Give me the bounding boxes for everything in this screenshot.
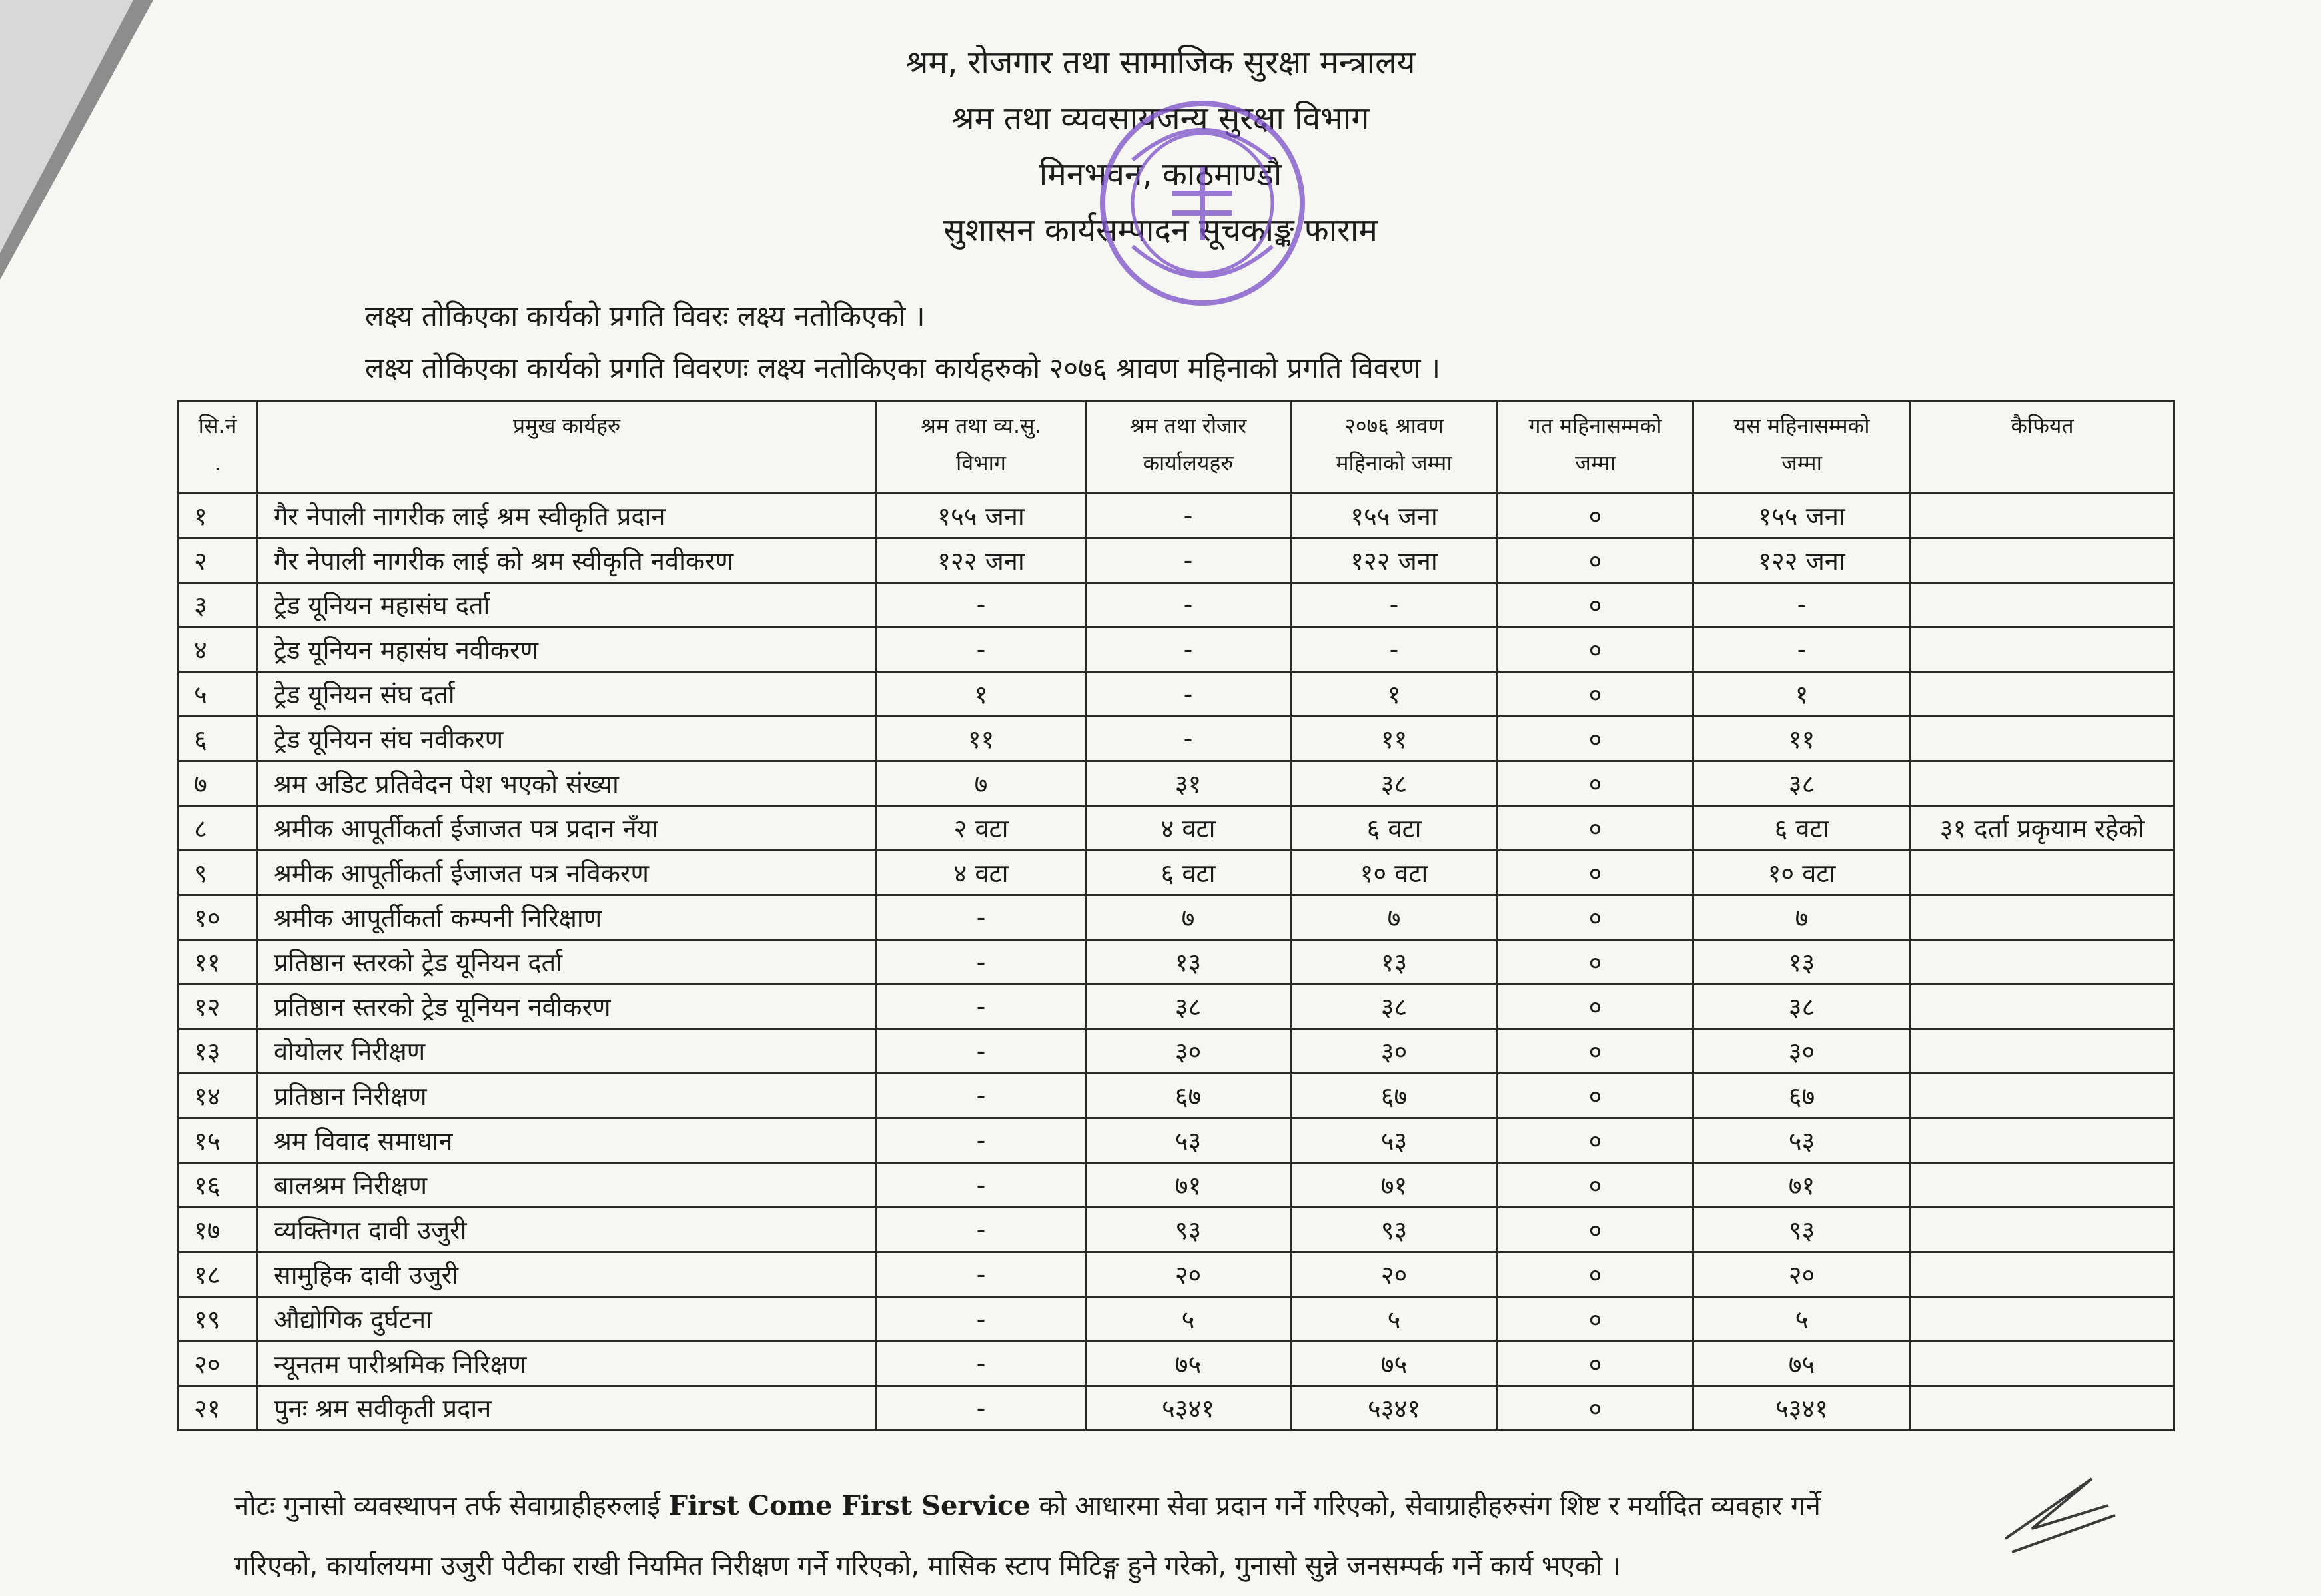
cell-month-total: ६७ (1291, 1074, 1498, 1118)
cell-serial: १७ (179, 1208, 257, 1252)
cell-month-total: ७५ (1291, 1342, 1498, 1386)
cell-month-total: ३० (1291, 1029, 1498, 1074)
cell-previous-total: ० (1498, 1386, 1693, 1431)
table-row (179, 806, 2174, 851)
cell-task: श्रमीक आपूर्तीकर्ता कम्पनी निरिक्षाण (257, 895, 877, 940)
cell-cumulative-total: ७१ (1693, 1163, 1911, 1208)
cell-serial: १० (179, 895, 257, 940)
cell-previous-total: ० (1498, 1297, 1693, 1342)
cell-previous-total: ० (1498, 1208, 1693, 1252)
ministry-name: श्रम, रोजगार तथा सामाजिक सुरक्षा मन्त्रालय (905, 44, 1416, 81)
cell-office-count: ७ (1086, 895, 1291, 940)
cell-serial: १९ (179, 1297, 257, 1342)
cell-task: श्रमीक आपूर्तीकर्ता ईजाजत पत्र नविकरण (257, 851, 877, 895)
cell-previous-total: ० (1498, 717, 1693, 761)
note-emphasis: First Come First Service (668, 1490, 1031, 1521)
cell-office-count: ३१ (1086, 761, 1291, 806)
cell-serial: १६ (179, 1163, 257, 1208)
table-row (179, 1074, 2174, 1118)
cell-remarks (1911, 940, 2174, 985)
cell-month-total: ५३४१ (1291, 1386, 1498, 1431)
cell-remarks (1911, 1118, 2174, 1163)
cell-office-count: - (1086, 627, 1291, 672)
cell-task: प्रतिष्ठान निरीक्षण (257, 1074, 877, 1118)
cell-dept-count: - (877, 1208, 1086, 1252)
cell-dept-count: १२२ जना (877, 538, 1086, 583)
cell-cumulative-total: ३८ (1693, 985, 1911, 1029)
cell-task: वोयोलर निरीक्षण (257, 1029, 877, 1074)
cell-cumulative-total: ९३ (1693, 1208, 1911, 1252)
header-text: गत महिनासम्मको (1528, 413, 1662, 438)
cell-previous-total: ० (1498, 1029, 1693, 1074)
cell-task: न्यूनतम पारीश्रमिक निरिक्षण (257, 1342, 877, 1386)
cell-cumulative-total: ६ वटा (1693, 806, 1911, 851)
cell-task: बालश्रम निरीक्षण (257, 1163, 877, 1208)
cell-previous-total: ० (1498, 806, 1693, 851)
cell-month-total: १ (1291, 672, 1498, 717)
cell-previous-total: ० (1498, 851, 1693, 895)
cell-office-count: ९३ (1086, 1208, 1291, 1252)
table-row (179, 1163, 2174, 1208)
progress-table (177, 400, 2175, 1431)
cell-cumulative-total: १३ (1693, 940, 1911, 985)
cell-serial: १२ (179, 985, 257, 1029)
header-remarks (1911, 401, 2174, 494)
header-previous-total (1498, 401, 1693, 494)
header-text: महिनाको जम्मा (1336, 450, 1452, 476)
cell-previous-total: ० (1498, 940, 1693, 985)
cell-previous-total: ० (1498, 672, 1693, 717)
cell-serial: ११ (179, 940, 257, 985)
cell-serial: १३ (179, 1029, 257, 1074)
cell-cumulative-total: ५३४१ (1693, 1386, 1911, 1431)
cell-remarks (1911, 1386, 2174, 1431)
cell-task: सामुहिक दावी उजुरी (257, 1252, 877, 1297)
cell-dept-count: - (877, 985, 1086, 1029)
cell-month-total: ११ (1291, 717, 1498, 761)
table-header-row (179, 401, 2174, 494)
table-row (179, 851, 2174, 895)
cell-task: गैर नेपाली नागरीक लाई श्रम स्वीकृति प्रदान (257, 494, 877, 538)
header-text: जम्मा (1575, 450, 1616, 476)
cell-month-total: - (1291, 583, 1498, 627)
cell-dept-count: - (877, 940, 1086, 985)
cell-cumulative-total: ३८ (1693, 761, 1911, 806)
cell-dept-count: - (877, 1074, 1086, 1118)
form-title: सुशासन कार्यसम्पादन सूचकाङ्क फाराम (943, 212, 1378, 249)
header-serial (179, 401, 257, 494)
cell-task: गैर नेपाली नागरीक लाई को श्रम स्वीकृति नवीकरण (257, 538, 877, 583)
note-rest: को आधारमा सेवा प्रदान गर्ने गरिएको, सेवाग्राहीहरुसंग शिष्ट र मर्यादित व्यवहार गर्ने (1039, 1491, 1821, 1521)
cell-dept-count: १५५ जना (877, 494, 1086, 538)
cell-remarks (1911, 494, 2174, 538)
table-row (179, 940, 2174, 985)
cell-month-total: २० (1291, 1252, 1498, 1297)
cell-serial: २१ (179, 1386, 257, 1431)
cell-task: ट्रेड यूनियन संघ नवीकरण (257, 717, 877, 761)
table-row (179, 538, 2174, 583)
cell-serial: ७ (179, 761, 257, 806)
cell-remarks (1911, 1208, 2174, 1252)
cell-task: पुनः श्रम सवीकृती प्रदान (257, 1386, 877, 1431)
cell-previous-total: ० (1498, 985, 1693, 1029)
cell-cumulative-total: १२२ जना (1693, 538, 1911, 583)
header-text: यस महिनासम्मको (1733, 413, 1870, 438)
cell-dept-count: १ (877, 672, 1086, 717)
signature (1992, 1465, 2125, 1559)
department-name: श्रम तथा व्यवसायजन्य सुरक्षा विभाग (951, 100, 1370, 137)
cell-dept-count: - (877, 1163, 1086, 1208)
cell-cumulative-total: ५३ (1693, 1118, 1911, 1163)
table-row (179, 672, 2174, 717)
cell-month-total: ३८ (1291, 985, 1498, 1029)
cell-task: ट्रेड यूनियन संघ दर्ता (257, 672, 877, 717)
cell-office-count: - (1086, 538, 1291, 583)
table-row (179, 717, 2174, 761)
cell-previous-total: ० (1498, 761, 1693, 806)
cell-remarks (1911, 1163, 2174, 1208)
note-line-2: गरिएको, कार्यालयमा उजुरी पेटीका राखी नियमित निरीक्षण गर्ने गरिएको, मासिक स्टाप मिटिङ्ग हुने गरेको, गुनासो सुन्ने जनसम्पर्क गर्ने कार्य भएको । (234, 1551, 1622, 1581)
cell-dept-count: - (877, 1029, 1086, 1074)
table-row (179, 1118, 2174, 1163)
cell-serial: ४ (179, 627, 257, 672)
cell-remarks (1911, 1074, 2174, 1118)
header-office-count (1086, 401, 1291, 494)
cell-task: औद्योगिक दुर्घटना (257, 1297, 877, 1342)
cell-month-total: - (1291, 627, 1498, 672)
header-text: श्रम तथा व्य.सु. (921, 413, 1041, 438)
cell-serial: १ (179, 494, 257, 538)
table-body (179, 494, 2174, 1431)
table-row (179, 1386, 2174, 1431)
cell-office-count: १३ (1086, 940, 1291, 985)
cell-dept-count: २ वटा (877, 806, 1086, 851)
cell-office-count: ४ वटा (1086, 806, 1291, 851)
cell-dept-count: ११ (877, 717, 1086, 761)
header-cumulative-total (1693, 401, 1911, 494)
cell-office-count: ५ (1086, 1297, 1291, 1342)
table-row (179, 895, 2174, 940)
cell-previous-total: ० (1498, 538, 1693, 583)
cell-cumulative-total: ११ (1693, 717, 1911, 761)
header-text: श्रम तथा रोजार (1129, 413, 1247, 438)
cell-serial: ५ (179, 672, 257, 717)
header-text: . (214, 450, 221, 476)
header-text: कैफियत (2011, 413, 2074, 438)
header-text: विभाग (956, 450, 1006, 476)
office-stamp (1093, 93, 1312, 313)
header-month-total (1291, 401, 1498, 494)
cell-remarks (1911, 1252, 2174, 1297)
intro-line-progress-desc: लक्ष्य तोकिएका कार्यको प्रगति विवरणः लक्ष्य नतोकिएका कार्यहरुको २०७६ श्रावण महिनाको प्रगति विवरण । (365, 352, 1440, 384)
header-text: कार्यालयहरु (1143, 450, 1234, 476)
table-row (179, 1252, 2174, 1297)
cell-cumulative-total: १ (1693, 672, 1911, 717)
cell-cumulative-total: - (1693, 583, 1911, 627)
cell-month-total: १५५ जना (1291, 494, 1498, 538)
cell-remarks (1911, 627, 2174, 672)
cell-office-count: ७५ (1086, 1342, 1291, 1386)
cell-serial: २ (179, 538, 257, 583)
cell-remarks (1911, 717, 2174, 761)
cell-remarks (1911, 538, 2174, 583)
cell-remarks (1911, 985, 2174, 1029)
intro-line-target-status: लक्ष्य तोकिएका कार्यको प्रगति विवरः लक्ष्य नतोकिएको । (365, 300, 925, 332)
cell-office-count: ३० (1086, 1029, 1291, 1074)
note-block (234, 1476, 2166, 1596)
cell-office-count: - (1086, 494, 1291, 538)
cell-task: व्यक्तिगत दावी उजुरी (257, 1208, 877, 1252)
table-row (179, 627, 2174, 672)
header-text: प्रमुख कार्यहरु (512, 413, 621, 438)
cell-month-total: ९३ (1291, 1208, 1498, 1252)
cell-office-count: ६ वटा (1086, 851, 1291, 895)
note-line-1 (234, 1476, 2166, 1536)
cell-cumulative-total: ५ (1693, 1297, 1911, 1342)
cell-serial: २० (179, 1342, 257, 1386)
cell-previous-total: ० (1498, 627, 1693, 672)
cell-serial: ९ (179, 851, 257, 895)
table-row (179, 583, 2174, 627)
cell-previous-total: ० (1498, 1163, 1693, 1208)
cell-month-total: ५३ (1291, 1118, 1498, 1163)
cell-task: श्रमीक आपूर्तीकर्ता ईजाजत पत्र प्रदान नँया (257, 806, 877, 851)
header-text: २०७६ श्रावण (1344, 413, 1444, 438)
office-location: मिनभवन, काठमाण्डौ (1039, 156, 1282, 193)
cell-dept-count: - (877, 627, 1086, 672)
cell-month-total: ७१ (1291, 1163, 1498, 1208)
cell-remarks (1911, 1342, 2174, 1386)
cell-previous-total: ० (1498, 494, 1693, 538)
cell-dept-count: - (877, 1386, 1086, 1431)
cell-office-count: - (1086, 672, 1291, 717)
cell-month-total: १० वटा (1291, 851, 1498, 895)
cell-serial: १४ (179, 1074, 257, 1118)
table-row (179, 494, 2174, 538)
cell-dept-count: - (877, 1297, 1086, 1342)
cell-task: श्रम विवाद समाधान (257, 1118, 877, 1163)
header-text: जम्मा (1781, 450, 1822, 476)
cell-cumulative-total: २० (1693, 1252, 1911, 1297)
header-task (257, 401, 877, 494)
cell-office-count: - (1086, 583, 1291, 627)
cell-remarks (1911, 672, 2174, 717)
cell-office-count: ५३ (1086, 1118, 1291, 1163)
cell-task: प्रतिष्ठान स्तरको ट्रेड यूनियन दर्ता (257, 940, 877, 985)
cell-cumulative-total: - (1693, 627, 1911, 672)
cell-office-count: ६७ (1086, 1074, 1291, 1118)
cell-remarks (1911, 895, 2174, 940)
table-row (179, 1208, 2174, 1252)
cell-task: प्रतिष्ठान स्तरको ट्रेड यूनियन नवीकरण (257, 985, 877, 1029)
cell-month-total: ५ (1291, 1297, 1498, 1342)
cell-dept-count: - (877, 1342, 1086, 1386)
cell-cumulative-total: ७५ (1693, 1342, 1911, 1386)
table-row (179, 985, 2174, 1029)
cell-serial: १८ (179, 1252, 257, 1297)
cell-remarks (1911, 1029, 2174, 1074)
cell-serial: ८ (179, 806, 257, 851)
cell-serial: ३ (179, 583, 257, 627)
cell-task: ट्रेड यूनियन महासंघ नवीकरण (257, 627, 877, 672)
cell-office-count: ५३४१ (1086, 1386, 1291, 1431)
cell-previous-total: ० (1498, 895, 1693, 940)
cell-office-count: ३८ (1086, 985, 1291, 1029)
cell-dept-count: - (877, 583, 1086, 627)
cell-cumulative-total: ३० (1693, 1029, 1911, 1074)
cell-office-count: २० (1086, 1252, 1291, 1297)
cell-remarks (1911, 761, 2174, 806)
cell-month-total: ७ (1291, 895, 1498, 940)
table-row (179, 1342, 2174, 1386)
cell-previous-total: ० (1498, 1252, 1693, 1297)
cell-remarks (1911, 583, 2174, 627)
cell-cumulative-total: ७ (1693, 895, 1911, 940)
note-prefix: नोटः गुनासो व्यवस्थापन तर्फ सेवाग्राहीहरुलाई (234, 1491, 660, 1521)
cell-dept-count: ७ (877, 761, 1086, 806)
intro-block (365, 290, 1440, 394)
cell-previous-total: ० (1498, 583, 1693, 627)
cell-remarks (1911, 851, 2174, 895)
header-dept-count (877, 401, 1086, 494)
cell-dept-count: - (877, 895, 1086, 940)
cell-office-count: - (1086, 717, 1291, 761)
cell-task: ट्रेड यूनियन महासंघ दर्ता (257, 583, 877, 627)
cell-cumulative-total: १५५ जना (1693, 494, 1911, 538)
table-row (179, 1029, 2174, 1074)
cell-month-total: १२२ जना (1291, 538, 1498, 583)
cell-cumulative-total: १० वटा (1693, 851, 1911, 895)
cell-office-count: ७१ (1086, 1163, 1291, 1208)
cell-task: श्रम अडिट प्रतिवेदन पेश भएको संख्या (257, 761, 877, 806)
cell-dept-count: - (877, 1118, 1086, 1163)
cell-month-total: ६ वटा (1291, 806, 1498, 851)
cell-remarks: ३१ दर्ता प्रकृयाम रहेको (1911, 806, 2174, 851)
cell-serial: १५ (179, 1118, 257, 1163)
cell-month-total: १३ (1291, 940, 1498, 985)
cell-dept-count: - (877, 1252, 1086, 1297)
cell-previous-total: ० (1498, 1342, 1693, 1386)
cell-remarks (1911, 1297, 2174, 1342)
cell-previous-total: ० (1498, 1118, 1693, 1163)
cell-previous-total: ० (1498, 1074, 1693, 1118)
cell-serial: ६ (179, 717, 257, 761)
cell-dept-count: ४ वटा (877, 851, 1086, 895)
table-row (179, 1297, 2174, 1342)
cell-cumulative-total: ६७ (1693, 1074, 1911, 1118)
table-row (179, 761, 2174, 806)
cell-month-total: ३८ (1291, 761, 1498, 806)
header-text: सि.नं (198, 413, 237, 438)
